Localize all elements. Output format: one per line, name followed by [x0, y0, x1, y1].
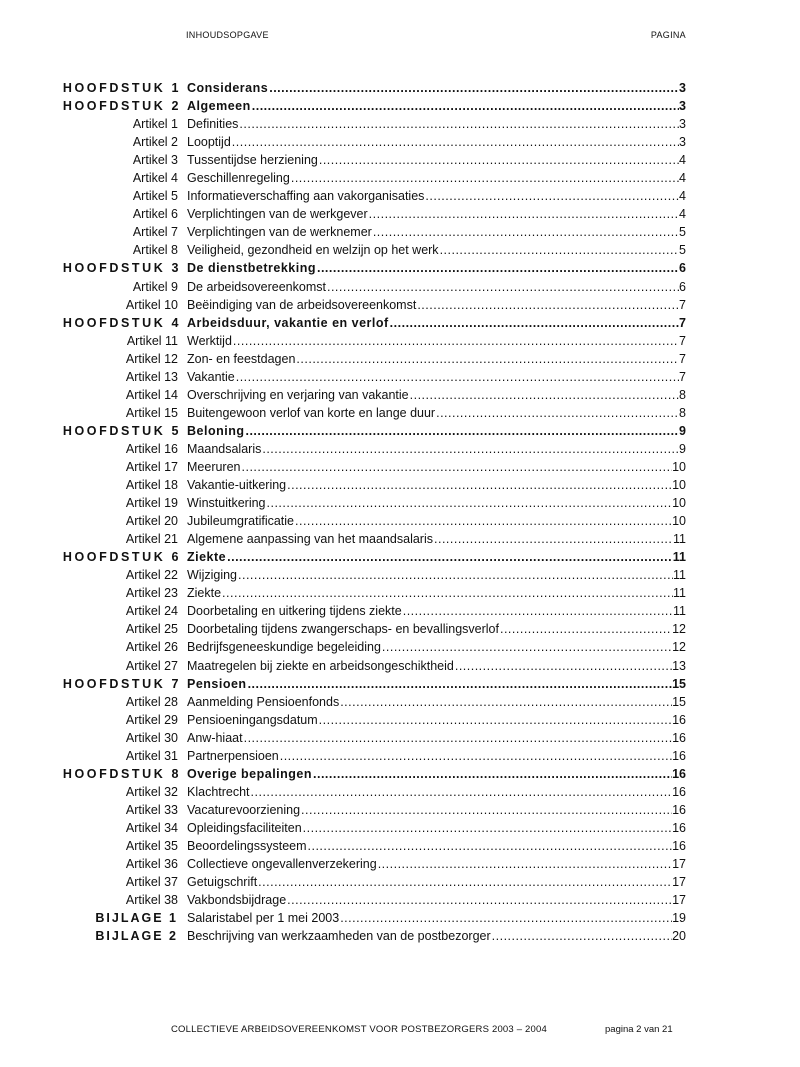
- toc-entry-article[interactable]: [0, 133, 800, 151]
- dot-leader: [222, 584, 673, 602]
- dot-leader: [242, 458, 673, 476]
- toc-entry-page: 3: [679, 117, 686, 132]
- toc-entry-title: Meeruren: [187, 459, 241, 474]
- toc-entry-article[interactable]: [0, 169, 800, 187]
- toc-entry-label: Artikel 36: [125, 857, 178, 872]
- toc-entry-title: Vakantie: [187, 369, 235, 384]
- toc-entry-label: HOOFDSTUK 8: [62, 766, 181, 781]
- toc-entry-line: [187, 350, 686, 368]
- toc-entry-article[interactable]: [0, 187, 800, 205]
- toc-entry-page: 17: [672, 875, 686, 890]
- table-of-contents: [0, 79, 800, 945]
- toc-entry-line: [187, 169, 686, 187]
- toc-entry-article[interactable]: [0, 368, 800, 386]
- dot-leader: [378, 855, 672, 873]
- toc-entry-label: HOOFDSTUK 4: [62, 315, 181, 330]
- dot-leader: [317, 259, 679, 277]
- toc-entry-label: HOOFDSTUK 3: [62, 261, 181, 276]
- toc-entry-line: [187, 368, 686, 386]
- toc-entry-label: Artikel 24: [125, 604, 178, 619]
- toc-entry-title: De arbeidsovereenkomst: [187, 279, 326, 294]
- dot-leader: [296, 350, 679, 368]
- toc-entry-line: [187, 187, 686, 205]
- dot-leader: [262, 440, 679, 458]
- toc-entry-page: 10: [672, 459, 686, 474]
- toc-entry-title: Ziekte: [187, 550, 227, 565]
- toc-entry-page: 20: [672, 929, 686, 944]
- toc-entry-title: Vakantie-uitkering: [187, 478, 287, 493]
- toc-entry-label: Artikel 20: [125, 514, 178, 529]
- footer-page-number: pagina 2 van 21: [605, 1024, 673, 1035]
- toc-entry-line: [187, 259, 686, 277]
- toc-entry-line: [187, 891, 686, 909]
- toc-entry-line: [187, 584, 686, 602]
- toc-entry-title: Opleidingsfaciliteiten: [187, 820, 302, 835]
- toc-entry-article[interactable]: [0, 530, 800, 548]
- dot-leader: [340, 693, 672, 711]
- toc-entry-line: [187, 133, 686, 151]
- toc-entry-line: [187, 783, 686, 801]
- toc-entry-page: 4: [679, 171, 686, 186]
- toc-entry-article[interactable]: [0, 241, 800, 259]
- toc-entry-label: Artikel 38: [125, 893, 178, 908]
- toc-entry-line: [187, 494, 686, 512]
- toc-entry-page: 16: [672, 766, 686, 781]
- toc-entry-line: [187, 747, 686, 765]
- toc-entry-page: 3: [679, 81, 686, 95]
- dot-leader: [267, 494, 673, 512]
- toc-entry-article[interactable]: [0, 747, 800, 765]
- toc-entry-page: 3: [679, 99, 686, 114]
- toc-entry-title: Beoordelingssysteem: [187, 838, 307, 853]
- toc-entry-article[interactable]: [0, 566, 800, 584]
- toc-entry-line: [187, 512, 686, 530]
- toc-entry-label: Artikel 13: [125, 369, 178, 384]
- dot-leader: [244, 729, 673, 747]
- toc-entry-title: Doorbetaling en uitkering tijdens ziekte: [187, 604, 402, 619]
- toc-entry-title: Verplichtingen van de werkgever: [187, 207, 368, 222]
- toc-entry-page: 7: [679, 315, 686, 330]
- toc-entry-label: Artikel 32: [125, 784, 178, 799]
- toc-entry-label: Artikel 1: [132, 117, 178, 132]
- dot-leader: [236, 368, 679, 386]
- toc-entry-page: 12: [672, 622, 686, 637]
- toc-entry-article[interactable]: [0, 404, 800, 422]
- toc-entry-title: Maandsalaris: [187, 441, 262, 456]
- dot-leader: [327, 278, 679, 296]
- toc-entry-label: Artikel 25: [125, 622, 178, 637]
- toc-entry-label: Artikel 10: [125, 297, 178, 312]
- toc-entry-title: Algemene aanpassing van het maandsalaris: [187, 532, 433, 547]
- toc-entry-line: [187, 115, 686, 133]
- toc-entry-label: Artikel 4: [132, 171, 178, 186]
- toc-entry-article[interactable]: [0, 620, 800, 638]
- dot-leader: [248, 675, 673, 693]
- dot-leader: [373, 223, 679, 241]
- dot-leader: [233, 332, 679, 350]
- toc-entry-page: 19: [672, 911, 686, 926]
- toc-entry-label: Artikel 12: [125, 351, 178, 366]
- toc-entry-article[interactable]: [0, 783, 800, 801]
- dot-leader: [313, 765, 672, 783]
- toc-entry-article[interactable]: [0, 440, 800, 458]
- toc-entry-article[interactable]: [0, 512, 800, 530]
- toc-entry-title: Vakbondsbijdrage: [187, 893, 287, 908]
- toc-entry-line: [187, 837, 686, 855]
- toc-entry-line: [187, 693, 686, 711]
- toc-entry-line: [187, 909, 686, 927]
- toc-entry-page: 12: [672, 640, 686, 655]
- toc-entry-page: 9: [679, 441, 686, 456]
- toc-entry-title: Beëindiging van de arbeidsovereenkomst: [187, 297, 417, 312]
- toc-entry-line: [187, 223, 686, 241]
- toc-entry-label: Artikel 17: [125, 459, 178, 474]
- dot-leader: [403, 602, 673, 620]
- toc-entry-label: Artikel 2: [132, 135, 178, 150]
- toc-entry-page: 10: [672, 514, 686, 529]
- toc-entry-label: Artikel 18: [125, 478, 178, 493]
- toc-entry-page: 16: [672, 784, 686, 799]
- toc-entry-title: Geschillenregeling: [187, 171, 290, 186]
- toc-entry-page: 16: [672, 730, 686, 745]
- toc-entry-line: [187, 657, 686, 675]
- toc-entry-page: 3: [679, 135, 686, 150]
- toc-entry-page: 7: [679, 369, 686, 384]
- toc-entry-page: 16: [672, 838, 686, 853]
- toc-entry-title: Partnerpensioen: [187, 748, 279, 763]
- toc-entry-article[interactable]: [0, 638, 800, 656]
- dot-leader: [410, 386, 679, 404]
- toc-entry-title: Getuigschrift: [187, 875, 258, 890]
- toc-entry-chapter[interactable]: [0, 314, 800, 332]
- toc-entry-title: Verplichtingen van de werknemer: [187, 225, 372, 240]
- toc-entry-page: 17: [672, 857, 686, 872]
- toc-entry-title: Zon- en feestdagen: [187, 351, 296, 366]
- toc-entry-article[interactable]: [0, 278, 800, 296]
- toc-entry-page: 5: [679, 225, 686, 240]
- toc-entry-title: Informatieverschaffing aan vakorganisaties: [187, 189, 425, 204]
- dot-leader: [269, 79, 679, 97]
- toc-entry-title: Considerans: [187, 81, 269, 95]
- toc-entry-line: [187, 314, 686, 332]
- toc-entry-title: Definities: [187, 117, 239, 132]
- toc-entry-label: HOOFDSTUK 1: [62, 81, 181, 95]
- toc-entry-label: BIJLAGE 1: [95, 911, 178, 926]
- toc-entry-page: 15: [672, 676, 686, 691]
- toc-entry-page: 16: [672, 748, 686, 763]
- toc-entry-line: [187, 855, 686, 873]
- dot-leader: [287, 476, 672, 494]
- toc-entry-page: 17: [672, 893, 686, 908]
- dot-leader: [303, 819, 672, 837]
- toc-entry-page: 4: [679, 207, 686, 222]
- dot-leader: [287, 891, 672, 909]
- toc-entry-title: Werktijd: [187, 333, 232, 348]
- toc-entry-page: 16: [672, 802, 686, 817]
- dot-leader: [417, 296, 679, 314]
- dot-leader: [500, 620, 672, 638]
- toc-entry-page: 15: [672, 694, 686, 709]
- toc-entry-title: Beloning: [187, 423, 245, 438]
- toc-entry-title: Wijziging: [187, 568, 238, 583]
- toc-entry-label: Artikel 29: [125, 712, 178, 727]
- toc-entry-page: 11: [673, 604, 686, 619]
- dot-leader: [291, 169, 679, 187]
- toc-entry-title: Algemeen: [187, 99, 251, 114]
- toc-entry-label: Artikel 28: [125, 694, 178, 709]
- toc-entry-article[interactable]: [0, 584, 800, 602]
- toc-entry-title: Overige bepalingen: [187, 766, 313, 781]
- toc-entry-article[interactable]: [0, 494, 800, 512]
- toc-entry-line: [187, 278, 686, 296]
- toc-entry-article[interactable]: [0, 296, 800, 314]
- toc-entry-line: [187, 241, 686, 259]
- toc-entry-line: [187, 332, 686, 350]
- dot-leader: [492, 927, 672, 945]
- toc-entry-title: Maatregelen bij ziekte en arbeidsongeschiktheid: [187, 658, 454, 673]
- toc-entry-line: [187, 296, 686, 314]
- toc-entry-title: Beschrijving van werkzaamheden van de postbezorger: [187, 929, 491, 944]
- toc-entry-page: 16: [672, 712, 686, 727]
- toc-entry-label: Artikel 35: [125, 838, 178, 853]
- toc-entry-label: Artikel 7: [132, 225, 178, 240]
- toc-entry-label: Artikel 37: [125, 875, 178, 890]
- toc-entry-chapter[interactable]: [0, 548, 800, 566]
- toc-entry-page: 8: [679, 387, 686, 402]
- toc-entry-line: [187, 422, 686, 440]
- toc-entry-line: [187, 602, 686, 620]
- toc-entry-article[interactable]: [0, 386, 800, 404]
- dot-leader: [319, 151, 679, 169]
- toc-entry-article[interactable]: [0, 350, 800, 368]
- toc-entry-line: [187, 548, 686, 566]
- toc-entry-label: Artikel 21: [125, 532, 178, 547]
- toc-entry-line: [187, 675, 686, 693]
- toc-entry-article[interactable]: [0, 476, 800, 494]
- toc-entry-title: Veiligheid, gezondheid en welzijn op het werk: [187, 243, 439, 258]
- toc-entry-article[interactable]: [0, 693, 800, 711]
- page-column-heading: PAGINA: [650, 30, 686, 40]
- toc-entry-label: Artikel 22: [125, 568, 178, 583]
- toc-entry-label: Artikel 9: [132, 279, 178, 294]
- toc-entry-title: Jubileumgratificatie: [187, 514, 294, 529]
- toc-entry-line: [187, 205, 686, 223]
- toc-heading: INHOUDSOPGAVE: [186, 30, 269, 40]
- toc-entry-label: Artikel 14: [125, 387, 178, 402]
- toc-entry-label: Artikel 15: [125, 405, 178, 420]
- toc-entry-page: 5: [679, 243, 686, 258]
- toc-entry-title: Collectieve ongevallenverzekering: [187, 857, 377, 872]
- toc-entry-line: [187, 476, 686, 494]
- toc-entry-page: 4: [679, 153, 686, 168]
- toc-entry-line: [187, 386, 686, 404]
- toc-entry-label: HOOFDSTUK 7: [62, 676, 181, 691]
- toc-entry-line: [187, 440, 686, 458]
- toc-entry-label: Artikel 33: [125, 802, 178, 817]
- toc-entry-bijlage[interactable]: [0, 909, 800, 927]
- toc-entry-article[interactable]: [0, 873, 800, 891]
- toc-entry-page: 8: [679, 405, 686, 420]
- toc-entry-title: Doorbetaling tijdens zwangerschaps- en bevallingsverlof: [187, 622, 499, 637]
- toc-entry-article[interactable]: [0, 837, 800, 855]
- toc-entry-article[interactable]: [0, 819, 800, 837]
- dot-leader: [295, 512, 672, 530]
- toc-entry-line: [187, 566, 686, 584]
- toc-entry-line: [187, 801, 686, 819]
- toc-entry-label: HOOFDSTUK 6: [62, 550, 181, 565]
- toc-entry-article[interactable]: [0, 711, 800, 729]
- toc-entry-article[interactable]: [0, 729, 800, 747]
- dot-leader: [434, 530, 673, 548]
- toc-entry-page: 11: [673, 532, 686, 547]
- toc-entry-article[interactable]: [0, 801, 800, 819]
- dot-leader: [390, 314, 679, 332]
- toc-entry-title: De dienstbetrekking: [187, 261, 316, 276]
- toc-entry-article[interactable]: [0, 115, 800, 133]
- toc-entry-title: Klachtrecht: [187, 784, 250, 799]
- toc-entry-line: [187, 530, 686, 548]
- dot-leader: [252, 97, 679, 115]
- toc-entry-label: Artikel 19: [125, 496, 178, 511]
- toc-entry-title: Salaristabel per 1 mei 2003: [187, 911, 340, 926]
- toc-entry-article[interactable]: [0, 602, 800, 620]
- dot-leader: [440, 241, 679, 259]
- toc-entry-title: Buitengewoon verlof van korte en lange duur: [187, 405, 436, 420]
- toc-entry-label: Artikel 5: [132, 189, 178, 204]
- dot-leader: [258, 873, 672, 891]
- dot-leader: [308, 837, 673, 855]
- toc-entry-page: 10: [672, 496, 686, 511]
- dot-leader: [369, 205, 679, 223]
- toc-entry-label: Artikel 3: [132, 153, 178, 168]
- toc-entry-line: [187, 638, 686, 656]
- toc-entry-article[interactable]: [0, 205, 800, 223]
- toc-entry-line: [187, 711, 686, 729]
- toc-entry-title: Vacaturevoorziening: [187, 802, 301, 817]
- toc-entry-label: HOOFDSTUK 5: [62, 423, 181, 438]
- toc-entry-label: Artikel 8: [132, 243, 178, 258]
- toc-entry-label: Artikel 16: [125, 441, 178, 456]
- toc-entry-title: Arbeidsduur, vakantie en verlof: [187, 315, 389, 330]
- toc-entry-page: 11: [672, 550, 686, 565]
- toc-entry-bijlage[interactable]: [0, 927, 800, 945]
- toc-entry-page: 4: [679, 189, 686, 204]
- toc-entry-article[interactable]: [0, 891, 800, 909]
- toc-entry-title: Anw-hiaat: [187, 730, 243, 745]
- toc-entry-label: Artikel 31: [125, 748, 178, 763]
- toc-entry-line: [187, 765, 686, 783]
- toc-entry-page: 16: [672, 820, 686, 835]
- toc-entry-label: BIJLAGE 2: [95, 929, 178, 944]
- toc-entry-page: 10: [672, 478, 686, 493]
- toc-entry-title: Winstuitkering: [187, 496, 266, 511]
- toc-entry-line: [187, 97, 686, 115]
- toc-entry-line: [187, 151, 686, 169]
- toc-entry-line: [187, 79, 686, 97]
- toc-entry-chapter[interactable]: [0, 259, 800, 277]
- footer-document-title: COLLECTIEVE ARBEIDSOVEREENKOMST VOOR POSTBEZORGERS 2003 – 2004: [171, 1024, 547, 1035]
- toc-entry-article[interactable]: [0, 657, 800, 675]
- dot-leader: [301, 801, 672, 819]
- dot-leader: [280, 747, 672, 765]
- toc-entry-title: Overschrijving en verjaring van vakantie: [187, 387, 409, 402]
- toc-entry-title: Bedrijfsgeneeskundige begeleiding: [187, 640, 381, 655]
- toc-entry-page: 6: [679, 279, 686, 294]
- toc-entry-page: 7: [679, 297, 686, 312]
- toc-entry-chapter[interactable]: [0, 675, 800, 693]
- toc-entry-chapter[interactable]: [0, 79, 800, 97]
- toc-entry-article[interactable]: [0, 458, 800, 476]
- toc-entry-line: [187, 873, 686, 891]
- toc-entry-chapter[interactable]: [0, 765, 800, 783]
- toc-entry-label: Artikel 30: [125, 730, 178, 745]
- toc-entry-article[interactable]: [0, 151, 800, 169]
- toc-entry-title: Looptijd: [187, 135, 231, 150]
- toc-entry-article[interactable]: [0, 332, 800, 350]
- toc-entry-page: 6: [679, 261, 686, 276]
- toc-entry-title: Ziekte: [187, 586, 222, 601]
- toc-entry-line: [187, 729, 686, 747]
- toc-entry-article[interactable]: [0, 223, 800, 241]
- dot-leader: [340, 909, 672, 927]
- toc-entry-page: 7: [679, 351, 686, 366]
- toc-entry-line: [187, 819, 686, 837]
- dot-leader: [251, 783, 673, 801]
- dot-leader: [239, 115, 679, 133]
- toc-entry-title: Tussentijdse herziening: [187, 153, 318, 168]
- dot-leader: [425, 187, 679, 205]
- toc-entry-page: 7: [679, 333, 686, 348]
- toc-entry-title: Pensioen: [187, 676, 247, 691]
- toc-entry-title: Pensioeningangsdatum: [187, 712, 318, 727]
- toc-entry-page: 13: [672, 658, 686, 673]
- toc-entry-label: Artikel 27: [125, 658, 178, 673]
- dot-leader: [319, 711, 672, 729]
- dot-leader: [436, 404, 679, 422]
- toc-entry-label: HOOFDSTUK 2: [62, 99, 181, 114]
- toc-entry-line: [187, 404, 686, 422]
- toc-entry-page: 11: [673, 586, 686, 601]
- toc-entry-line: [187, 620, 686, 638]
- toc-entry-label: Artikel 6: [132, 207, 178, 222]
- dot-leader: [238, 566, 673, 584]
- toc-entry-chapter[interactable]: [0, 422, 800, 440]
- toc-entry-page: 11: [673, 568, 686, 583]
- toc-entry-label: Artikel 34: [125, 820, 178, 835]
- dot-leader: [455, 657, 672, 675]
- toc-entry-page: 9: [679, 423, 686, 438]
- toc-entry-article[interactable]: [0, 855, 800, 873]
- toc-entry-title: Aanmelding Pensioenfonds: [187, 694, 340, 709]
- toc-entry-label: Artikel 26: [125, 640, 178, 655]
- toc-entry-label: Artikel 23: [125, 586, 178, 601]
- dot-leader: [245, 422, 679, 440]
- toc-entry-line: [187, 927, 686, 945]
- toc-entry-label: Artikel 11: [126, 333, 178, 348]
- dot-leader: [232, 133, 679, 151]
- dot-leader: [227, 548, 673, 566]
- toc-entry-chapter[interactable]: [0, 97, 800, 115]
- toc-entry-line: [187, 458, 686, 476]
- dot-leader: [382, 638, 672, 656]
